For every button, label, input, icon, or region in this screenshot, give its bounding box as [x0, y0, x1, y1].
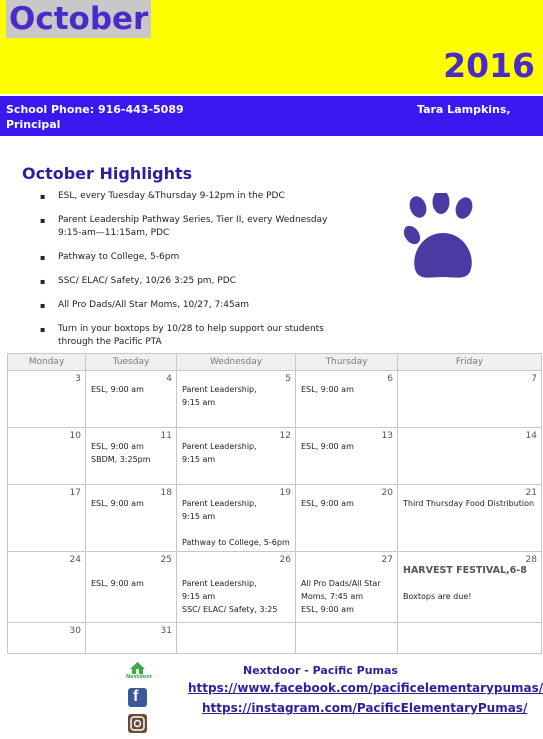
calendar-day-cell — [398, 485, 542, 552]
calendar-event: Pathway to College, 5-6pm — [182, 538, 290, 547]
facebook-icon[interactable]: f — [128, 688, 147, 707]
highlight-item: ▪ All Pro Dads/All Star Moms, 10/27, 7:45am — [40, 299, 340, 312]
day-number: 26 — [279, 555, 291, 565]
calendar-day-cell — [296, 485, 398, 552]
calendar-day-cell — [86, 485, 177, 552]
calendar-event: ESL, 9:00 am — [301, 385, 354, 394]
calendar-day-cell — [398, 428, 542, 485]
year-title: 2016 — [443, 46, 535, 85]
calendar-event: Parent Leadership, — [182, 385, 257, 394]
calendar-day-cell — [177, 428, 296, 485]
day-number: 30 — [69, 626, 81, 636]
day-number: 13 — [381, 431, 393, 441]
calendar-event: Third Thursday Food Distribution — [403, 499, 535, 508]
calendar-event: 9:15 am — [182, 398, 216, 407]
calendar-event: SSC/ ELAC/ Safety, 3:25 — [182, 605, 278, 614]
calendar-day-cell — [296, 623, 398, 654]
principal-name: Tara Lampkins, — [417, 103, 511, 116]
calendar-day-cell — [296, 552, 398, 623]
day-number: 28 — [525, 555, 537, 565]
instagram-link[interactable]: https://instagram.com/PacificElementaryPumas/ — [202, 701, 528, 715]
calendar-day-cell — [8, 623, 86, 654]
day-number: 21 — [525, 488, 537, 498]
calendar-day-cell — [8, 371, 86, 428]
calendar-day-cell — [398, 371, 542, 428]
calendar-event: 9:15 am — [182, 592, 216, 601]
day-number: 14 — [525, 431, 537, 441]
calendar-event: ESL, 9:00 am — [91, 499, 144, 508]
day-number: 3 — [75, 374, 81, 384]
calendar-grid — [7, 353, 542, 654]
calendar-day-cell — [296, 371, 398, 428]
day-header-tuesday: Tuesday — [86, 354, 177, 371]
school-phone: School Phone: 916-443-5089 — [6, 103, 184, 116]
calendar-week — [8, 623, 542, 654]
calendar-event: 9:15 am — [182, 455, 216, 464]
calendar-event: ESL, 9:00 am — [301, 442, 354, 451]
calendar-event: Parent Leadership, — [182, 499, 257, 508]
facebook-link[interactable]: https://www.facebook.com/pacificelementarypumas/ — [188, 681, 543, 695]
calendar-event: All Pro Dads/All Star — [301, 579, 381, 588]
nextdoor-icon-label: Nextdoor — [126, 674, 153, 680]
day-number: 18 — [160, 488, 172, 498]
calendar-day-cell — [177, 623, 296, 654]
highlight-item: ▪ SSC/ ELAC/ Safety, 10/26 3:25 pm, PDC — [40, 275, 340, 288]
highlights-list — [40, 190, 340, 360]
day-header-thursday: Thursday — [296, 354, 398, 371]
calendar-event: ESL, 9:00 am — [91, 385, 144, 394]
calendar-event: Parent Leadership, — [182, 579, 257, 588]
day-header-monday: Monday — [8, 354, 86, 371]
highlight-item: ▪ Parent Leadership Pathway Series, Tier II, every Wednesday 9:15-am—11:15am, PDC — [40, 214, 340, 240]
nextdoor-icon[interactable] — [126, 660, 153, 680]
day-number: 19 — [279, 488, 291, 498]
day-number: 7 — [531, 374, 537, 384]
day-header-wednesday: Wednesday — [177, 354, 296, 371]
instagram-icon[interactable] — [128, 714, 147, 733]
calendar-day-cell — [8, 552, 86, 623]
calendar-day-cell — [398, 552, 542, 623]
calendar-event: HARVEST FESTIVAL,6-8 — [403, 565, 527, 576]
highlight-item: ▪ Turn in your boxtops by 10/28 to help support our students through the Pacific PTA — [40, 323, 340, 349]
calendar-week — [8, 485, 542, 552]
day-number: 20 — [381, 488, 393, 498]
calendar-event: SBDM, 3:25pm — [91, 455, 151, 464]
day-number: 24 — [69, 555, 81, 565]
calendar-day-cell — [8, 485, 86, 552]
day-header-friday: Friday — [398, 354, 542, 371]
day-number: 11 — [160, 431, 172, 441]
calendar-day-cell — [86, 371, 177, 428]
calendar-event: Boxtops are due! — [403, 592, 472, 601]
calendar-event: ESL, 9:00 am — [91, 579, 144, 588]
calendar-day-cell — [86, 552, 177, 623]
day-number: 12 — [279, 431, 291, 441]
calendar-event: ESL, 9:00 am — [301, 605, 354, 614]
day-number: 6 — [387, 374, 393, 384]
principal-title: Principal — [6, 118, 61, 131]
day-number: 10 — [69, 431, 81, 441]
calendar-week — [8, 428, 542, 485]
header-banner — [0, 0, 543, 94]
highlights-title: October Highlights — [22, 164, 193, 183]
info-bar — [0, 96, 543, 136]
calendar-event: Moms, 7:45 am — [301, 592, 364, 601]
calendar-event: ESL, 9:00 am — [301, 499, 354, 508]
day-number: 17 — [69, 488, 81, 498]
calendar-event: ESL, 9:00 am — [91, 442, 144, 451]
paw-print-icon — [403, 193, 483, 297]
calendar-day-cell — [177, 552, 296, 623]
calendar-day-cell — [296, 428, 398, 485]
day-number: 25 — [160, 555, 172, 565]
calendar-week — [8, 552, 542, 623]
calendar-event: 9:15 am — [182, 512, 216, 521]
calendar-week — [8, 371, 542, 428]
calendar-day-cell — [398, 623, 542, 654]
highlight-item: ▪ Pathway to College, 5-6pm — [40, 251, 340, 264]
calendar-day-cell — [8, 428, 86, 485]
highlight-item: ▪ ESL, every Tuesday &Thursday 9-12pm in the PDC — [40, 190, 340, 203]
calendar-day-cell — [86, 428, 177, 485]
day-number: 4 — [166, 374, 172, 384]
day-number: 31 — [160, 626, 172, 636]
calendar-event: Parent Leadership, — [182, 442, 257, 451]
month-title: October — [6, 0, 151, 38]
day-number: 27 — [381, 555, 393, 565]
calendar-day-cell — [177, 485, 296, 552]
calendar-day-cell — [86, 623, 177, 654]
calendar-day-cell — [177, 371, 296, 428]
nextdoor-label: Nextdoor - Pacific Pumas — [243, 664, 398, 677]
day-number: 5 — [285, 374, 291, 384]
